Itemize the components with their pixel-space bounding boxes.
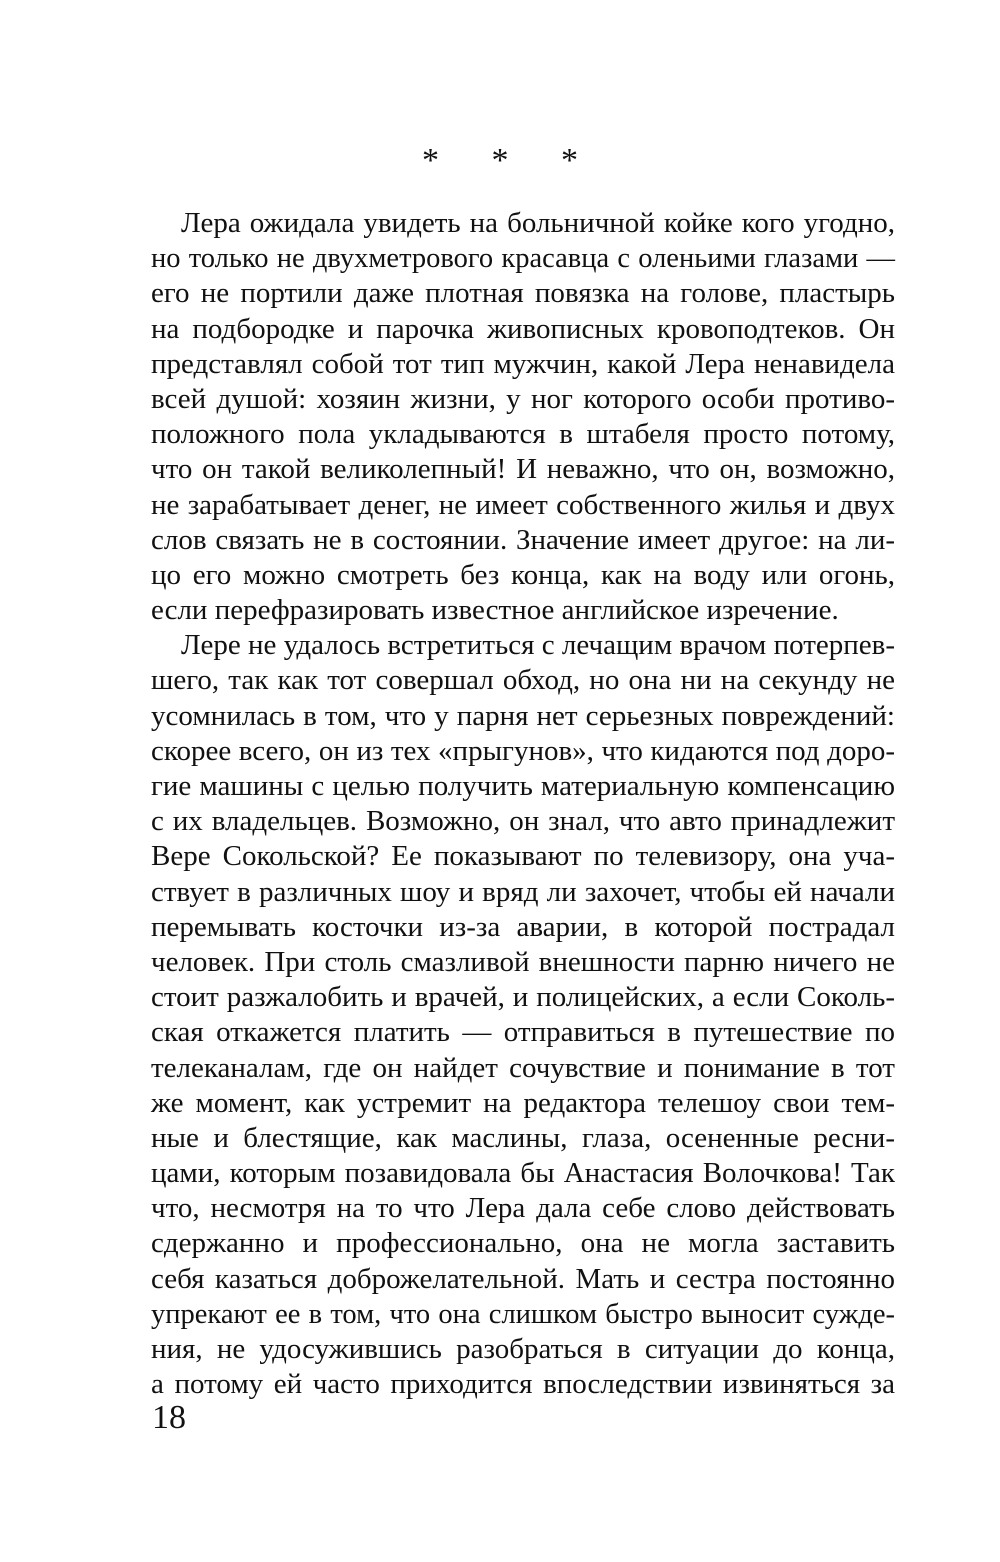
paragraph-2 bbox=[151, 628, 895, 1402]
text-line: цами, которым позавидовала бы Анастасия Волочкова! Так bbox=[151, 1157, 895, 1190]
text-line: ные и блестящие, как маслины, глаза, осененные ресни- bbox=[151, 1121, 895, 1154]
text-line: сдержанно и профессионально, она не могла заставить bbox=[151, 1227, 895, 1260]
text-line: что, несмотря на то что Лера дала себе слово действовать bbox=[151, 1192, 895, 1225]
text-line: Вере Сокольской? Ее показывают по телевизору, она уча- bbox=[151, 840, 895, 873]
text-line: человек. При столь смазливой внешности парню ничего не bbox=[151, 945, 895, 978]
text-line: не зарабатывает денег, не имеет собственного жилья и двух bbox=[151, 488, 895, 521]
body-text bbox=[151, 206, 895, 1402]
text-line: ния, не удосужившись разобраться в ситуации до конца, bbox=[151, 1333, 895, 1365]
text-line: представлял собой тот тип мужчин, какой Лера ненавидела bbox=[151, 347, 895, 380]
text-line: гие машины с целью получить материальную компенсацию bbox=[151, 770, 895, 802]
text-line: а потому ей часто приходится впоследствии извиняться за bbox=[151, 1368, 895, 1401]
text-line: на подбородке и парочка живописных кровоподтеков. Он bbox=[151, 312, 895, 345]
text-line: шего, так как тот совершал обход, но она ни на секунду не bbox=[151, 664, 895, 697]
text-line: усомнилась в том, что у парня нет серьезных повреждений: bbox=[151, 699, 895, 732]
text-line: Лере не удалось встретиться с лечащим врачом потерпев- bbox=[181, 629, 895, 662]
text-line: ствует в различных шоу и вряд ли захочет, чтобы ей начали bbox=[151, 875, 895, 908]
text-line: его не портили даже плотная повязка на голове, пластырь bbox=[151, 277, 895, 310]
section-separator: * * * bbox=[422, 142, 600, 179]
text-line: что он такой великолепный! И неважно, что он, возможно, bbox=[151, 453, 895, 486]
text-line: цо его можно смотреть без конца, как на воду или огонь, bbox=[151, 558, 895, 591]
text-line: же момент, как устремит на редактора телешоу свои тем- bbox=[151, 1086, 895, 1119]
text-line: слов связать не в состоянии. Значение имеет другое: на ли- bbox=[151, 523, 895, 556]
text-line: телеканалам, где он найдет сочувствие и понимание в тот bbox=[151, 1051, 895, 1084]
text-line: если перефразировать известное английское изречение. bbox=[151, 594, 839, 627]
text-line: с их владельцев. Возможно, он знал, что авто принадлежит bbox=[151, 805, 895, 838]
paragraph-1 bbox=[151, 206, 895, 628]
page-number: 18 bbox=[152, 1399, 186, 1436]
text-line: упрекают ее в том, что она слишком быстро выносит сужде- bbox=[151, 1298, 895, 1330]
text-line: стоит разжалобить и врачей, и полицейских, а если Соколь- bbox=[151, 981, 895, 1014]
text-line: всей душой: хозяин жизни, у ног которого особи противо- bbox=[151, 382, 895, 415]
text-line: положного пола укладываются в штабеля просто потому, bbox=[151, 418, 895, 451]
text-line: себя казаться доброжелательной. Мать и сестра постоянно bbox=[151, 1262, 895, 1295]
text-line: Лера ожидала увидеть на больничной койке кого угодно, bbox=[181, 207, 895, 239]
text-line: ская откажется платить — отправиться в путешествие по bbox=[151, 1016, 895, 1049]
text-line: но только не двухметрового красавца с оленьими глазами — bbox=[151, 243, 895, 275]
text-line: скорее всего, он из тех «прыгунов», что кидаются под доро- bbox=[151, 734, 895, 767]
text-line: перемывать косточки из-за аварии, в которой пострадал bbox=[151, 910, 895, 943]
